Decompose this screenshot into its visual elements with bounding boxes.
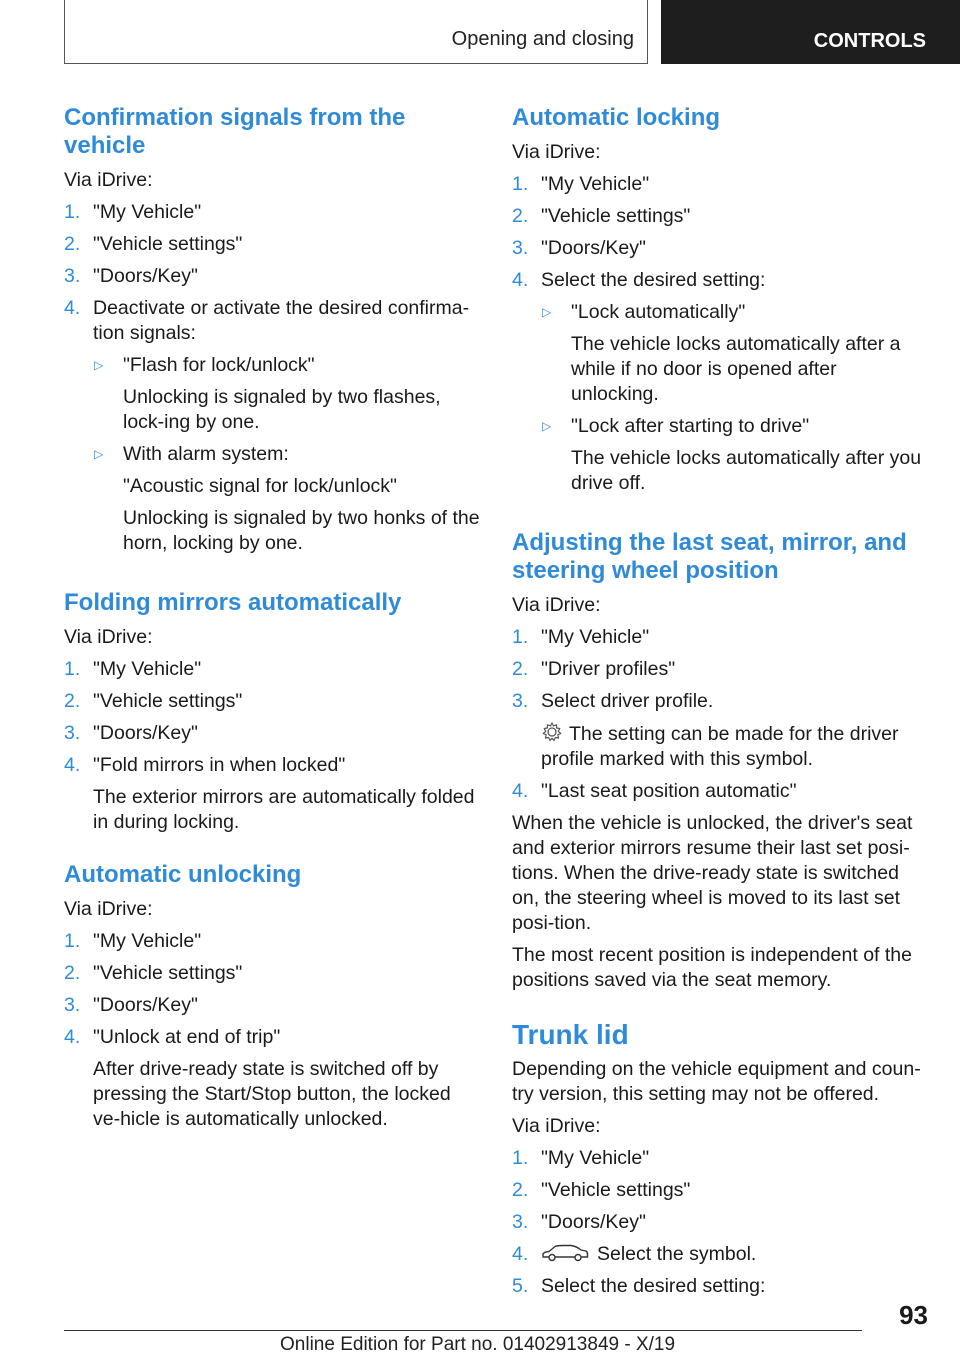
step-number: 4. [512,780,529,802]
triangle-right-icon: ▷ [94,447,104,461]
step-number: 4. [64,297,81,319]
step-description: The setting can be made for the driver profile marked with this symbol. [541,723,899,770]
step-text: "Doors/Key" [93,994,198,1016]
trunk-steps-list [512,1146,926,1299]
step-item [512,657,926,682]
option-body [571,300,926,407]
locking-steps-list [512,172,926,503]
step-number: 2. [512,1179,529,1201]
step-number: 1. [512,626,529,648]
body-paragraph: The most recent position is independent of the positions saved via the seat memory. [512,944,912,991]
step-number: 1. [64,930,81,952]
folding-mirrors-heading: Folding mirrors automatically [64,589,402,616]
header-section-title: Opening and closing [451,28,634,50]
option-description: "Acoustic signal for lock/unlock" [123,475,397,497]
step-text: "Vehicle settings" [93,233,243,255]
step-item [512,172,926,197]
step-item [64,961,480,986]
step-text: "Doors/Key" [93,265,198,287]
triangle-right-icon: ▷ [542,419,552,433]
step-text: "My Vehicle" [93,201,202,223]
automatic-unlocking-heading: Automatic unlocking [64,861,302,888]
step-item [512,779,926,804]
step-number: 4. [512,1243,529,1265]
automatic-locking-heading: Automatic locking [512,104,721,131]
step-item [64,929,480,954]
step-text: Deactivate or activate the desired confirma-tion signals: [93,297,470,344]
confirmation-steps-list [64,200,480,563]
step-item [64,1025,480,1132]
step-item [64,200,480,225]
step-text: "Doors/Key" [541,1211,646,1233]
step-item [64,993,480,1018]
folding-steps-list [64,657,480,835]
seat-position-heading: Adjusting the last seat, mirror, and steering wheel position [512,529,907,584]
step-item [64,721,480,746]
step-text: "My Vehicle" [541,173,650,195]
option-body [123,442,480,556]
step-body [93,296,480,563]
step-number: 2. [512,205,529,227]
step-item [512,1210,926,1235]
via-idrive-label: Via iDrive: [512,594,601,616]
step-item [64,232,480,257]
triangle-right-icon: ▷ [542,305,552,319]
step-number: 2. [64,233,81,255]
step-body [541,1242,926,1267]
step-item [512,625,926,650]
option-label: "Lock automatically" [571,301,746,323]
step-text: "Doors/Key" [541,237,646,259]
step-item [512,689,926,772]
step-item [64,753,480,835]
gear-icon [541,721,563,743]
option-item [93,442,480,556]
step-text: "Last seat position automatic" [541,780,797,802]
step-text: "Unlock at end of trip" [93,1026,281,1048]
step-body [541,268,926,503]
step-item [512,236,926,261]
unlocking-steps-list [64,929,480,1132]
option-label: "Lock after starting to drive" [571,415,810,437]
via-idrive-label: Via iDrive: [512,1115,601,1137]
header-chapter-tab [661,0,960,64]
option-description: Unlocking is signaled by two flashes, lock-ing by one. [123,386,441,433]
step-body [93,1025,480,1132]
option-label: "Flash for lock/unlock" [123,354,315,376]
via-idrive-label: Via iDrive: [64,169,153,191]
step-text: "Driver profiles" [541,658,676,680]
step-text: Select the desired setting: [541,1275,766,1297]
locking-options-list [541,300,926,496]
step-item [64,657,480,682]
step-text: "Vehicle settings" [541,205,691,227]
step-number: 4. [512,269,529,291]
step-text: Select the desired setting: [541,269,766,291]
triangle-right-icon: ▷ [94,358,104,372]
step-number: 3. [512,237,529,259]
step-text: "My Vehicle" [93,658,202,680]
step-description-row [541,721,926,772]
step-text: Select driver profile. [541,690,714,712]
option-item [541,300,926,407]
step-number: 3. [512,690,529,712]
header-chapter-label: CONTROLS [813,29,926,52]
step-text: "Vehicle settings" [93,690,243,712]
step-number: 3. [512,1211,529,1233]
step-item [64,264,480,289]
step-description: The exterior mirrors are automatically folded in during locking. [93,786,475,833]
step-text: "Vehicle settings" [93,962,243,984]
car-trunk-icon [541,1243,589,1263]
step-body [541,689,926,772]
automatic-locking-section [512,104,926,503]
step-item [512,1178,926,1203]
step-text: "My Vehicle" [541,1147,650,1169]
step-number: 4. [64,1026,81,1048]
step-number: 2. [512,658,529,680]
step-number: 1. [512,173,529,195]
step-number: 5. [512,1275,529,1297]
via-idrive-label: Via iDrive: [512,141,601,163]
step-number: 3. [64,994,81,1016]
step-number: 4. [64,754,81,776]
step-number: 2. [64,690,81,712]
option-body [123,353,480,435]
step-number: 3. [64,265,81,287]
option-label: With alarm system: [123,443,289,465]
option-description: Unlocking is signaled by two honks of the horn, locking by one. [123,507,480,554]
body-paragraph: Depending on the vehicle equipment and coun-try version, this setting may not be offered. [512,1058,921,1105]
step-item [512,1146,926,1171]
step-item [512,204,926,229]
body-paragraph: When the vehicle is unlocked, the driver's seat and exterior mirrors resume their last set posi-tions. When the drive-ready state is switched on, the steering wheel is moved to its last set posi-tion. [512,812,913,934]
step-number: 1. [64,658,81,680]
confirmation-signals-heading: Confirmation signals from the vehicle [64,104,406,159]
confirmation-signals-section [64,104,480,563]
step-number: 1. [64,201,81,223]
right-column [512,104,926,1306]
via-idrive-label: Via iDrive: [64,626,153,648]
footer-edition-text: Online Edition for Part no. 01402913849 - X/19 [280,1334,676,1355]
option-description: The vehicle locks automatically after a while if no door is opened after unlocking. [571,333,901,405]
trunk-lid-heading: Trunk lid [512,1019,629,1050]
step-number: 2. [64,962,81,984]
option-description: The vehicle locks automatically after you drive off. [571,447,922,494]
trunk-lid-section [512,1019,926,1299]
step-body [93,753,480,835]
step-item [64,296,480,563]
confirmation-options-list [93,353,480,556]
step-text: "Vehicle settings" [541,1179,691,1201]
step-number: 1. [512,1147,529,1169]
step-text: "My Vehicle" [541,626,650,648]
seat-steps-list [512,625,926,804]
option-item [541,414,926,496]
footer-divider [64,1330,862,1331]
step-description: After drive-ready state is switched off by pressing the Start/Stop button, the locked ve-hicle is automatically unlocked. [93,1058,451,1130]
page-number: 93 [899,1300,928,1330]
left-column [64,104,480,1139]
step-text: "My Vehicle" [93,930,202,952]
step-text: "Fold mirrors in when locked" [93,754,346,776]
step-text: Select the symbol. [597,1243,757,1265]
via-idrive-label: Via iDrive: [64,898,153,920]
step-item [512,268,926,503]
seat-position-section [512,529,926,993]
automatic-unlocking-section [64,861,480,1132]
step-item [512,1242,926,1267]
step-item [512,1274,926,1299]
option-body [571,414,926,496]
step-text: "Doors/Key" [93,722,198,744]
step-item [64,689,480,714]
option-item [93,353,480,435]
folding-mirrors-section [64,589,480,835]
step-number: 3. [64,722,81,744]
